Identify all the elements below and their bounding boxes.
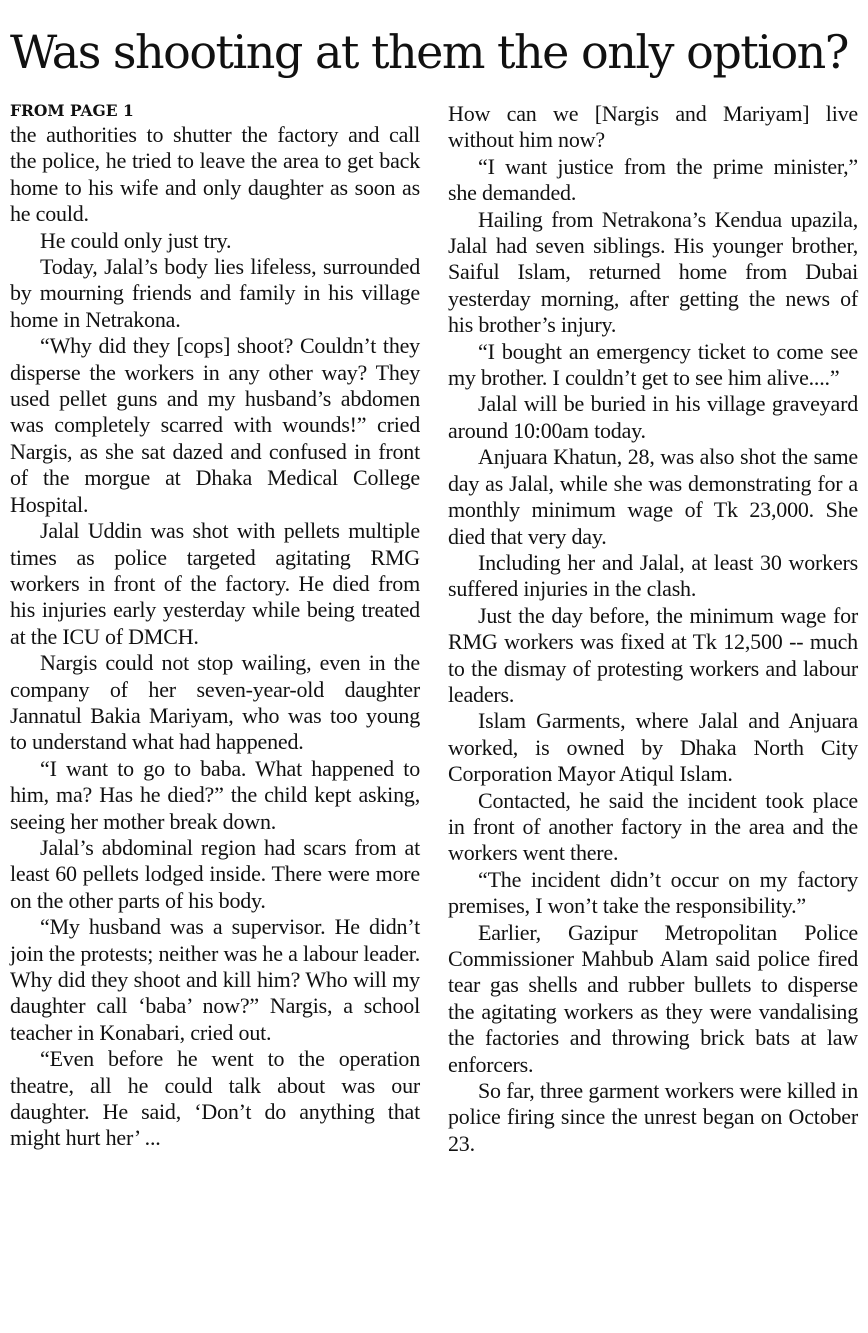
paragraph: Jalal will be buried in his village graveyard around 10:00am today. xyxy=(448,391,858,443)
paragraph: “Even before he went to the operation theatre, all he could talk about was our daughter. He said, ‘Don’t do anything that might hurt her’ ... xyxy=(10,1046,420,1151)
paragraph: He could only just try. xyxy=(40,227,232,253)
paragraph: Earlier, Gazipur Metropolitan Police Commissioner Mahbub Alam said police fired tear gas shells and rubber bullets to disperse the agitating workers as they were vandalising the factories and throwing brick bats at law enforcers. xyxy=(448,919,858,1077)
paragraph: Contacted, he said the incident took place in front of another factory in the area and the workers went there. xyxy=(448,787,858,866)
paragraph: “I bought an emergency ticket to come see my brother. I couldn’t get to see him alive....” xyxy=(448,338,858,391)
paragraph: “I want justice from the prime minister,” she demanded. xyxy=(448,153,858,206)
paragraph: Islam Garments, where Jalal and Anjuara worked, is owned by Dhaka North City Corporation Mayor Atiqul Islam. xyxy=(448,708,858,787)
paragraph: “My husband was a supervisor. He didn’t join the protests; neither was he a labour leader. Why did they shoot and kill him? Who will my daughter call ‘baba’ now?” Nargis, a school teacher in Konabari, cried out. xyxy=(10,914,420,1045)
paragraph: So far, three garment workers were killed in police firing since the unrest began on October 23. xyxy=(448,1078,858,1156)
paragraph: Hailing from Netrakona’s Kendua upazila, Jalal had seven siblings. His younger brother, Saiful Islam, returned home from Dubai yesterday morning, after getting the news of his brother’s injury. xyxy=(448,206,858,338)
paragraph: Including her and Jalal, at least 30 workers suffered injuries in the clash. xyxy=(448,549,858,602)
paragraph: the authorities to shutter the factory and call the police, he tried to leave the area to get back home to his wife and only daughter as soon as he could. xyxy=(10,122,420,227)
paragraph: “The incident didn’t occur on my factory premises, I won’t take the responsibility.” xyxy=(448,866,858,919)
continuation-kicker: FROM PAGE 1 xyxy=(10,101,134,120)
paragraph: “Why did they [cops] shoot? Couldn’t they disperse the workers in any other way? They used pellet guns and my husband’s abdomen was completely scarred with wounds!” cried Nargis, as she sat dazed and confused in front of the morgue at Dhaka Medical College Hospital. xyxy=(10,333,420,517)
column-left xyxy=(10,101,420,1152)
paragraph: Nargis could not stop wailing, even in the company of her seven-year-old daughter Jannatul Bakia Mariyam, who was too young to understand what had happened. xyxy=(10,650,420,755)
paragraph: “I want to go to baba. What happened to him, ma? Has he died?” the child kept asking, seeing her mother break down. xyxy=(10,755,420,834)
paragraph: How can we [Nargis and Mariyam] live without him now? xyxy=(448,101,858,153)
paragraph: Jalal Uddin was shot with pellets multiple times as police targeted agitating RMG workers in front of the factory. He died from his injuries early yesterday while being treated at the ICU of DMCH. xyxy=(10,518,420,649)
paragraph: Jalal’s abdominal region had scars from at least 60 pellets lodged inside. There were more on the other parts of his body. xyxy=(10,834,420,913)
paragraph: Anjuara Khatun, 28, was also shot the same day as Jalal, while she was demonstrating for a monthly minimum wage of Tk 23,000. She died that very day. xyxy=(448,444,858,549)
headline: Was shooting at them the only option? xyxy=(10,25,848,79)
paragraph: Just the day before, the minimum wage for RMG workers was fixed at Tk 12,500 -- much to the dismay of protesting workers and labour leaders. xyxy=(448,602,858,707)
paragraph: Today, Jalal’s body lies lifeless, surrounded by mourning friends and family in his village home in Netrakona. xyxy=(10,254,420,332)
column-right xyxy=(448,101,858,1157)
